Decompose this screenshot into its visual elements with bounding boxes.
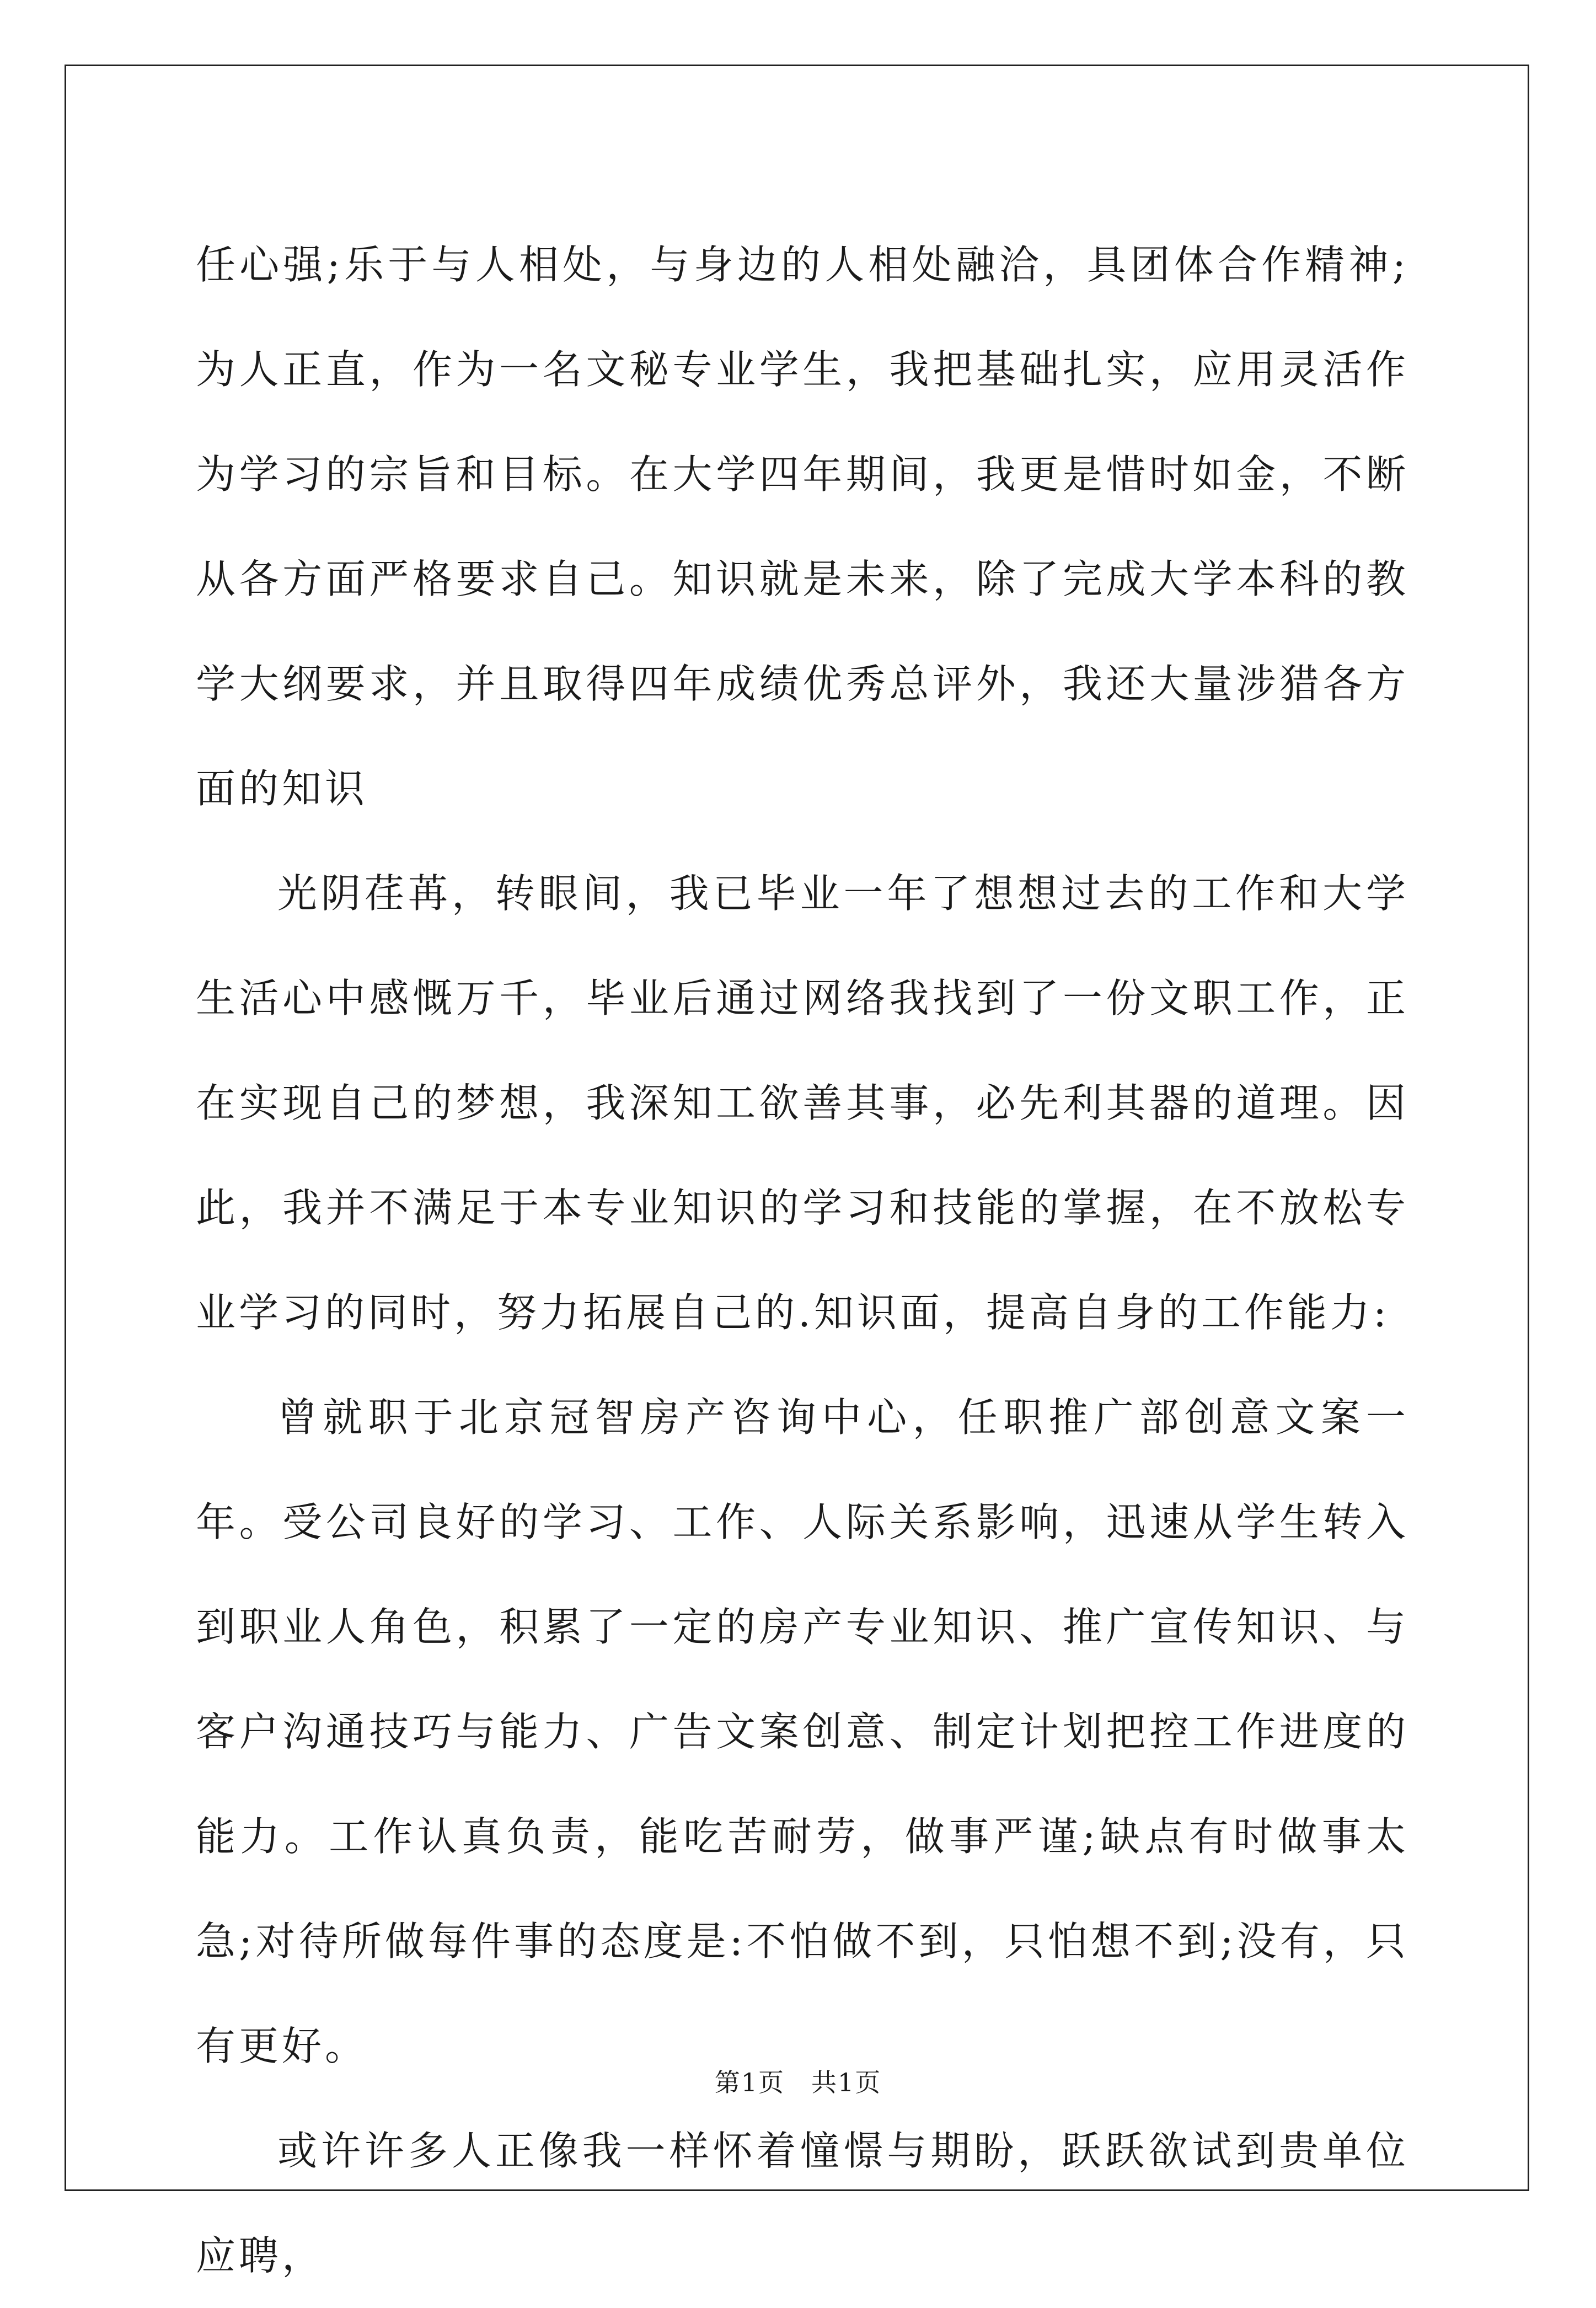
- page-number-current: 第1页: [714, 2068, 785, 2097]
- paragraph-2: 光阴荏苒，转眼间，我已毕业一年了想想过去的工作和大学生活心中感慨万千，毕业后通过网络我找到了一份文职工作，正在实现自己的梦想，我深知工欲善其事，必先利其器的道理。因此，我并不满足于本专业知识的学习和技能的掌握，在不放松专业学习的同时，努力拓展自己的.知识面，提高自身的工作能力:: [196, 870, 1409, 1336]
- paragraph-3: 曾就职于北京冠智房产咨询中心，任职推广部创意文案一年。受公司良好的学习、工作、人际关系影响，迅速从学生转入到职业人角色，积累了一定的房产专业知识、推广宣传知识、与客户沟通技巧与能力、广告文案创意、制定计划把控工作进度的能力。工作认真负责，能吃苦耐劳，做事严谨;缺点有时做事太急;对待所做每件事的态度是:不怕做不到，只怕想不到;没有，只有更好。: [196, 1394, 1409, 2069]
- paragraph-4: 或许许多人正像我一样怀着憧憬与期盼，跃跃欲试到贵单位应聘，: [196, 2128, 1409, 2279]
- document-body: [196, 212, 1409, 2308]
- page-footer: [0, 2063, 1596, 2099]
- page-number-total: 共1页: [811, 2068, 882, 2097]
- paragraph-1: 任心强;乐于与人相处，与身边的人相处融洽，具团体合作精神;为人正直，作为一名文秘专业学生，我把基础扎实，应用灵活作为学习的宗旨和目标。在大学四年期间，我更是惜时如金，不断从各方面严格要求自己。知识就是未来，除了完成大学本科的教学大纲要求，并且取得四年成绩优秀总评外，我还大量涉猎各方面的知识: [196, 242, 1409, 812]
